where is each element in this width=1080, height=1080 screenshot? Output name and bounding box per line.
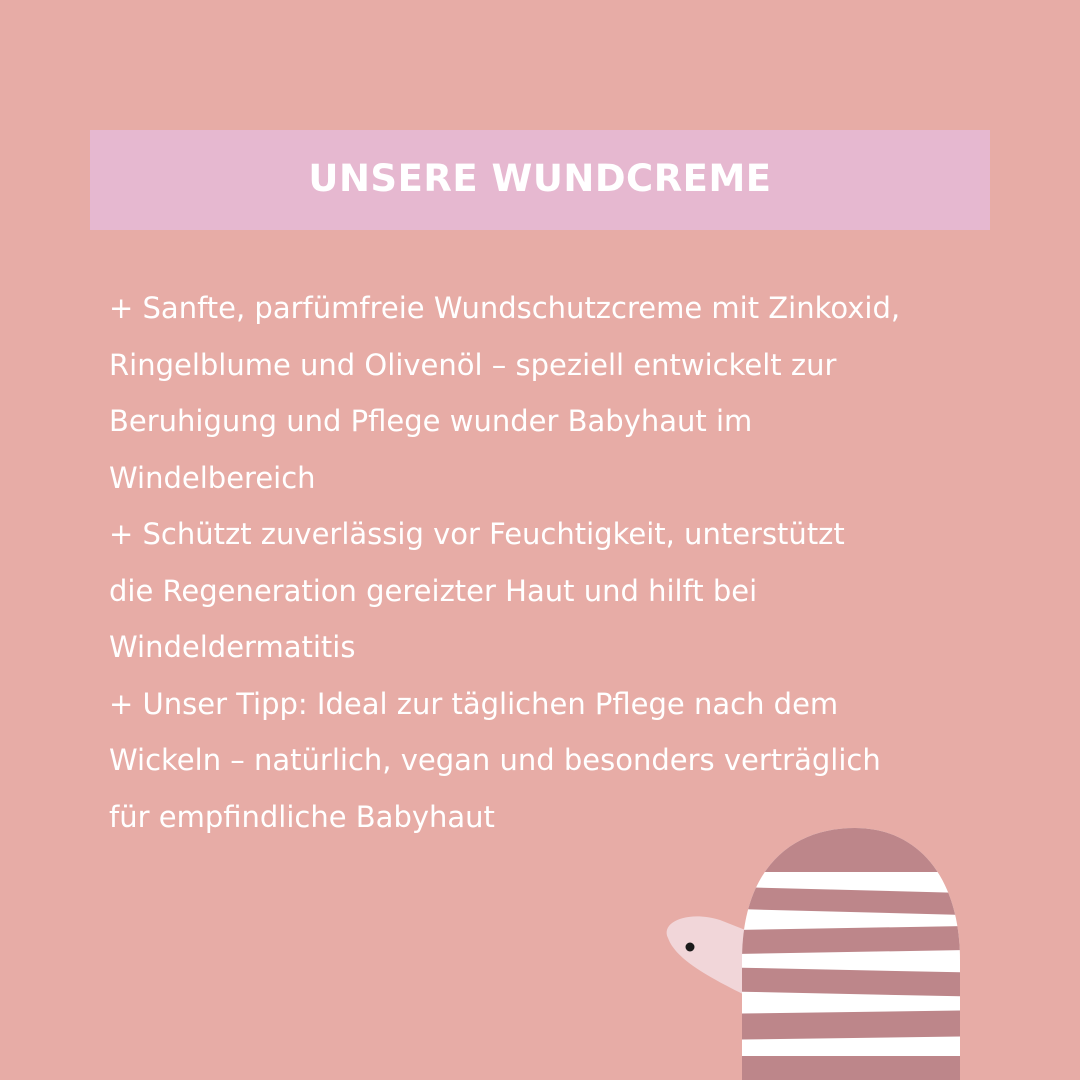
page-title: UNSERE WUNDCREME — [308, 156, 772, 200]
turtle-shell — [730, 810, 970, 1080]
text-line: + Schützt zuverlässig vor Feuchtigkeit, unterstützt — [109, 517, 845, 551]
text-line: + Unser Tipp: Ideal zur täglichen Pflege nach dem — [109, 686, 839, 721]
turtle-eye — [686, 943, 695, 952]
text-line: Wickeln – natürlich, vegan und besonders verträglich — [109, 743, 881, 777]
description-text — [109, 280, 1009, 845]
text-line: Ringelblume und Olivenöl – speziell entwickelt zur — [109, 347, 837, 382]
text-line: Windeldermatitis — [109, 630, 356, 664]
text-line: Beruhigung und Pflege wunder Babyhaut im — [109, 404, 753, 438]
text-line: + Sanfte, parfümfreie Wundschutzcreme mit Zinkoxid, — [109, 291, 901, 325]
turtle-illustration — [640, 810, 980, 1080]
text-line: die Regeneration gereizter Haut und hilft bei — [109, 573, 758, 608]
text-line: für empfindliche Babyhaut — [109, 799, 495, 834]
text-line: Windelbereich — [109, 460, 316, 495]
title-banner — [90, 130, 990, 230]
